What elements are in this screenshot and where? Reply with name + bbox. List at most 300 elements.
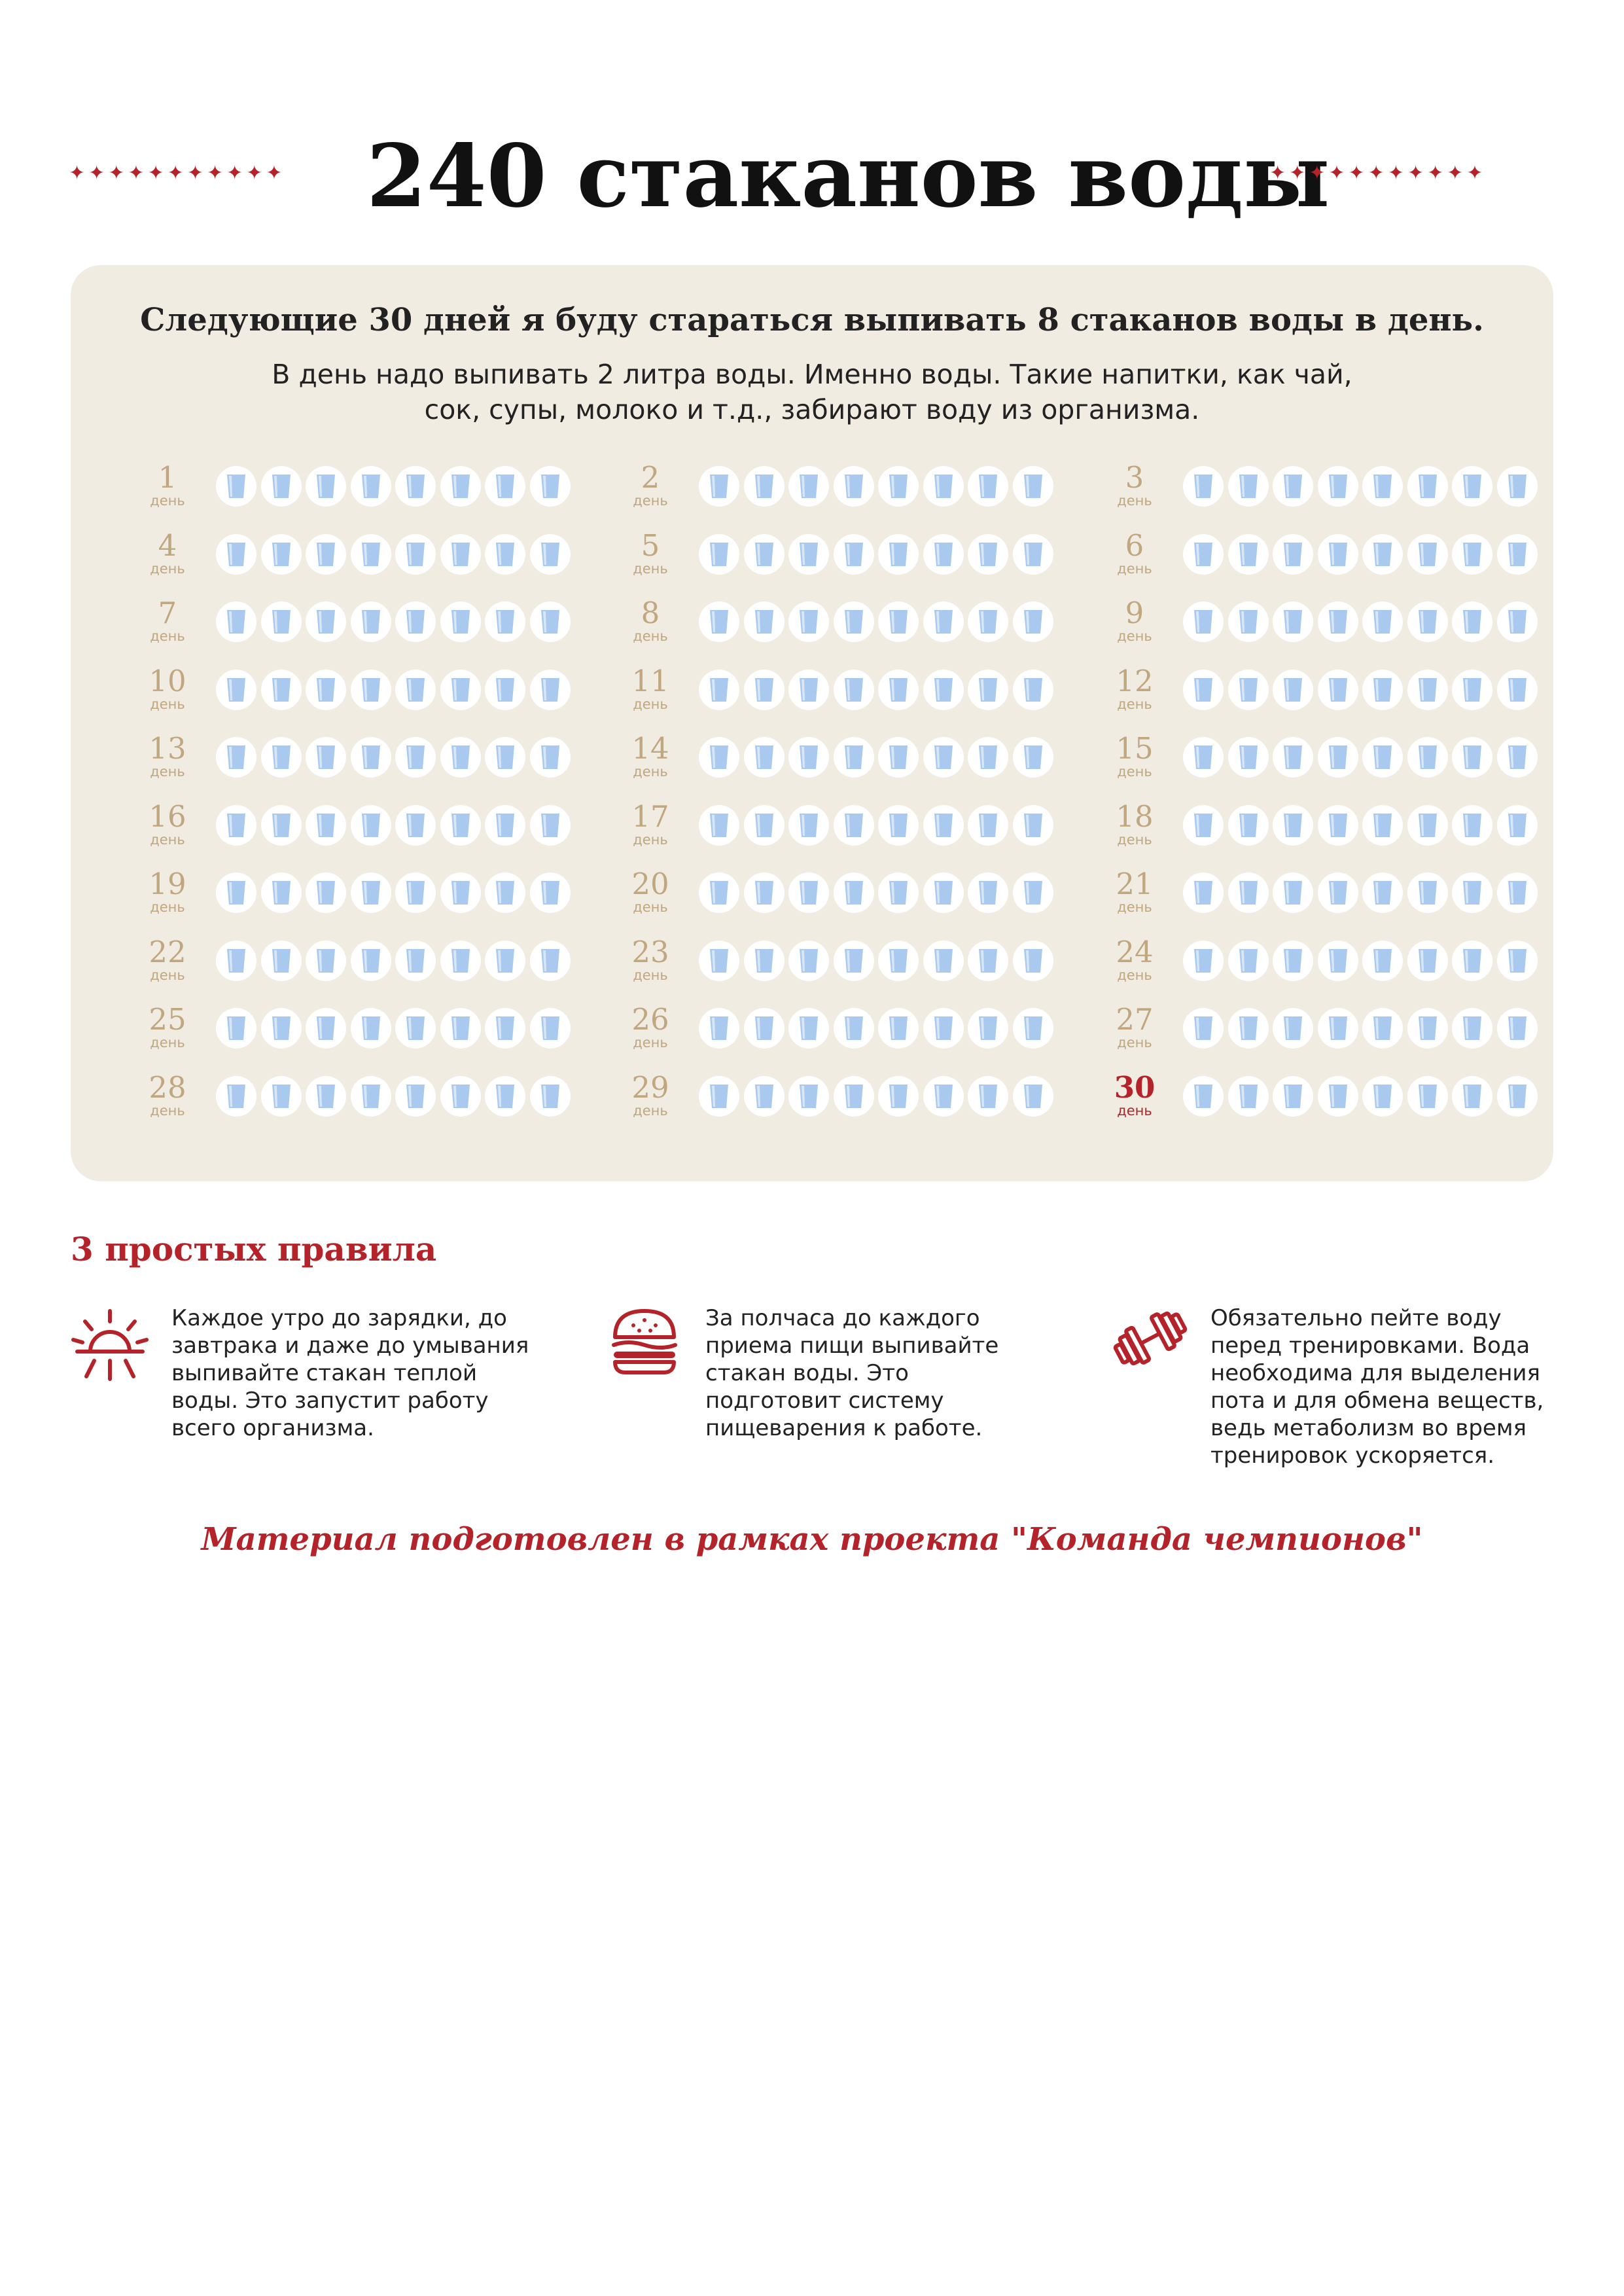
glass-checkbox[interactable]	[1407, 1008, 1448, 1049]
glass-checkbox[interactable]	[306, 805, 346, 846]
glass-checkbox[interactable]	[923, 805, 964, 846]
glass-checkbox[interactable]	[1318, 601, 1358, 642]
glass-checkbox[interactable]	[1318, 670, 1358, 710]
day-word: день	[1117, 696, 1152, 712]
day-label	[1091, 458, 1178, 511]
day-row	[124, 1068, 609, 1121]
glass-checkbox[interactable]	[699, 737, 739, 778]
glass-checkbox[interactable]	[1407, 941, 1448, 981]
glass-checkbox[interactable]	[788, 466, 829, 507]
glass-checkbox[interactable]	[351, 805, 391, 846]
footer-credit: Материал подготовлен в рамках проекта "Команда чемпионов"	[201, 1521, 1423, 1558]
day-word: день	[150, 560, 185, 577]
glass-checkbox[interactable]	[834, 601, 874, 642]
glass-checkbox[interactable]	[923, 534, 964, 575]
glass-checkbox[interactable]	[834, 670, 874, 710]
glass-checkbox[interactable]	[530, 941, 571, 981]
glass-checkbox[interactable]	[923, 1076, 964, 1117]
glass-checkbox[interactable]	[530, 466, 571, 507]
glass-checkbox[interactable]	[834, 1008, 874, 1049]
glass-checkbox[interactable]	[530, 737, 571, 778]
glass-checkbox[interactable]	[1318, 534, 1358, 575]
day-row	[607, 662, 1091, 714]
glass-checkbox[interactable]	[485, 737, 525, 778]
glass-checkbox[interactable]	[261, 805, 302, 846]
glass-checkbox[interactable]	[744, 872, 785, 913]
glass-checkbox[interactable]	[395, 1076, 436, 1117]
glass-checkbox[interactable]	[216, 601, 256, 642]
day-word: день	[1117, 899, 1152, 915]
glass-checkbox[interactable]	[440, 1076, 481, 1117]
glass-checkbox[interactable]	[440, 805, 481, 846]
glass-checkbox[interactable]	[699, 941, 739, 981]
glass-checkbox[interactable]	[923, 1008, 964, 1049]
glass-checkbox[interactable]	[968, 601, 1008, 642]
glass-checkbox[interactable]	[1362, 670, 1403, 710]
glass-checkbox[interactable]	[530, 872, 571, 913]
glass-checkbox[interactable]	[261, 737, 302, 778]
glass-checkbox[interactable]	[1183, 872, 1224, 913]
decor-stars-right: ✦✦✦✦✦✦✦✦✦✦✦	[1269, 162, 1487, 185]
glass-checkbox[interactable]	[788, 670, 829, 710]
glass-checkbox[interactable]	[530, 1008, 571, 1049]
glass-checkbox[interactable]	[1362, 941, 1403, 981]
day-word: день	[1117, 1102, 1152, 1119]
day-label	[607, 729, 694, 781]
glass-checkbox[interactable]	[923, 872, 964, 913]
glass-checkbox[interactable]	[968, 466, 1008, 507]
glass-checkbox[interactable]	[306, 872, 346, 913]
glass-checkbox[interactable]	[1013, 466, 1053, 507]
glass-checkbox[interactable]	[261, 670, 302, 710]
glass-checkbox[interactable]	[788, 805, 829, 846]
glass-checkbox[interactable]	[1452, 737, 1492, 778]
glass-checkbox[interactable]	[1013, 534, 1053, 575]
glass-checkbox[interactable]	[1362, 805, 1403, 846]
glass-checkbox[interactable]	[1013, 1008, 1053, 1049]
glass-checkbox[interactable]	[485, 466, 525, 507]
glass-checkbox[interactable]	[1318, 1076, 1358, 1117]
day-number: 21	[1116, 867, 1154, 901]
glass-checkbox[interactable]	[1273, 1076, 1313, 1117]
intro-text: В день надо выпивать 2 литра воды. Именно воды. Такие напитки, как чай, сок, супы, молоко и т.д., забирают воду из организма.	[272, 359, 1352, 425]
glass-checkbox[interactable]	[1183, 466, 1224, 507]
glass-checkbox[interactable]	[440, 466, 481, 507]
glass-checkbox[interactable]	[968, 1008, 1008, 1049]
day-number: 27	[1116, 1002, 1154, 1037]
glass-checkbox[interactable]	[744, 534, 785, 575]
day-number: 12	[1116, 663, 1154, 698]
glass-checkbox[interactable]	[699, 466, 739, 507]
day-word: день	[150, 1102, 185, 1119]
glass-checkbox[interactable]	[1273, 601, 1313, 642]
glass-checkbox[interactable]	[216, 805, 256, 846]
glass-checkbox[interactable]	[1013, 601, 1053, 642]
glass-checkbox[interactable]	[1407, 534, 1448, 575]
glass-checkbox[interactable]	[485, 670, 525, 710]
day-number: 28	[149, 1069, 186, 1105]
glass-checkbox[interactable]	[1497, 872, 1538, 913]
glass-checkbox[interactable]	[395, 737, 436, 778]
glass-checkbox[interactable]	[878, 670, 919, 710]
glass-checkbox[interactable]	[306, 534, 346, 575]
glass-checkbox[interactable]	[1228, 534, 1269, 575]
glass-checkbox[interactable]	[440, 670, 481, 710]
glass-checkbox[interactable]	[1452, 805, 1492, 846]
glass-checkbox[interactable]	[1228, 737, 1269, 778]
day-number: 1	[158, 460, 177, 495]
glass-checkbox[interactable]	[530, 805, 571, 846]
glass-checkbox[interactable]	[1497, 670, 1538, 710]
glass-checkbox[interactable]	[216, 872, 256, 913]
glass-checkbox[interactable]	[485, 872, 525, 913]
glass-checkbox[interactable]	[699, 872, 739, 913]
glass-checkbox[interactable]	[1362, 601, 1403, 642]
glass-checkbox[interactable]	[788, 1008, 829, 1049]
glass-checkbox[interactable]	[216, 466, 256, 507]
glass-checkbox[interactable]	[216, 1076, 256, 1117]
day-number: 25	[149, 1002, 186, 1037]
day-row	[607, 1000, 1091, 1052]
glass-checkbox[interactable]	[834, 1076, 874, 1117]
glass-checkbox[interactable]	[1452, 670, 1492, 710]
day-number: 16	[149, 798, 186, 834]
glass-checkbox[interactable]	[968, 670, 1008, 710]
glass-checkbox[interactable]	[699, 670, 739, 710]
glass-checkbox[interactable]	[699, 805, 739, 846]
day-label	[124, 729, 211, 781]
glass-checkbox[interactable]	[1407, 601, 1448, 642]
glass-checkbox[interactable]	[834, 466, 874, 507]
glass-checkbox[interactable]	[485, 534, 525, 575]
glass-checkbox[interactable]	[1452, 872, 1492, 913]
glass-checkbox[interactable]	[1013, 941, 1053, 981]
glass-checkbox[interactable]	[1452, 534, 1492, 575]
glass-checkbox[interactable]	[1228, 670, 1269, 710]
glass-checkbox[interactable]	[968, 534, 1008, 575]
day-label	[124, 1068, 211, 1121]
glass-checkbox[interactable]	[395, 601, 436, 642]
glass-checkbox[interactable]	[1497, 601, 1538, 642]
glass-checkbox[interactable]	[351, 670, 391, 710]
glass-checkbox[interactable]	[1228, 805, 1269, 846]
day-row	[1091, 933, 1576, 985]
glass-checkbox[interactable]	[1497, 1008, 1538, 1049]
glass-checkbox[interactable]	[744, 1076, 785, 1117]
glass-checkbox[interactable]	[1228, 601, 1269, 642]
glass-checkbox[interactable]	[261, 941, 302, 981]
glass-checkbox[interactable]	[878, 805, 919, 846]
glass-checkbox[interactable]	[440, 1008, 481, 1049]
glass-checkbox[interactable]	[351, 1076, 391, 1117]
glass-checkbox[interactable]	[744, 601, 785, 642]
glass-checkbox[interactable]	[440, 941, 481, 981]
glass-checkbox[interactable]	[1362, 534, 1403, 575]
glass-checkbox[interactable]	[485, 1076, 525, 1117]
glass-checkbox[interactable]	[216, 670, 256, 710]
glass-checkbox[interactable]	[878, 601, 919, 642]
glass-checkbox[interactable]	[306, 1008, 346, 1049]
glass-checkbox[interactable]	[1407, 805, 1448, 846]
glass-checkbox[interactable]	[306, 466, 346, 507]
glass-checkbox[interactable]	[1273, 872, 1313, 913]
glass-checkbox[interactable]	[530, 601, 571, 642]
glass-checkbox[interactable]	[1318, 1008, 1358, 1049]
glass-checkbox[interactable]	[351, 1008, 391, 1049]
day-word: день	[1117, 831, 1152, 848]
glass-checkbox[interactable]	[395, 805, 436, 846]
day-word: день	[633, 493, 668, 509]
glass-checkbox[interactable]	[744, 805, 785, 846]
glass-checkbox[interactable]	[1183, 534, 1224, 575]
glass-checkbox[interactable]	[923, 737, 964, 778]
day-number: 18	[1116, 798, 1154, 834]
glass-checkbox[interactable]	[1362, 872, 1403, 913]
glass-checkbox[interactable]	[788, 737, 829, 778]
glass-checkbox[interactable]	[1497, 805, 1538, 846]
day-row	[124, 865, 609, 917]
day-row	[607, 865, 1091, 917]
glass-checkbox[interactable]	[1273, 805, 1313, 846]
glass-checkbox[interactable]	[878, 872, 919, 913]
glass-checkbox[interactable]	[1362, 466, 1403, 507]
glass-checkbox[interactable]	[834, 805, 874, 846]
glass-checkbox[interactable]	[1013, 737, 1053, 778]
day-row	[607, 729, 1091, 781]
glass-checkbox[interactable]	[923, 466, 964, 507]
glass-checkbox[interactable]	[306, 737, 346, 778]
glass-checkbox[interactable]	[1497, 466, 1538, 507]
glass-checkbox[interactable]	[1273, 466, 1313, 507]
glass-checkbox[interactable]	[261, 466, 302, 507]
glass-checkbox[interactable]	[1228, 466, 1269, 507]
glass-checkbox[interactable]	[1452, 941, 1492, 981]
glass-checkbox[interactable]	[1013, 670, 1053, 710]
glass-checkbox[interactable]	[744, 466, 785, 507]
glass-checkbox[interactable]	[395, 872, 436, 913]
glass-checkbox[interactable]	[1497, 1076, 1538, 1117]
glass-checkbox[interactable]	[440, 534, 481, 575]
glass-checkbox[interactable]	[878, 941, 919, 981]
glass-checkbox[interactable]	[1452, 466, 1492, 507]
glass-checkbox[interactable]	[1013, 872, 1053, 913]
glass-checkbox[interactable]	[699, 601, 739, 642]
glass-checkbox[interactable]	[834, 941, 874, 981]
glass-checkbox[interactable]	[788, 534, 829, 575]
day-label	[607, 458, 694, 511]
glass-checkbox[interactable]	[699, 534, 739, 575]
glass-checkbox[interactable]	[1273, 941, 1313, 981]
glass-checkbox[interactable]	[485, 1008, 525, 1049]
glass-checkbox[interactable]	[1362, 1076, 1403, 1117]
day-word: день	[1117, 560, 1152, 577]
glass-checkbox[interactable]	[351, 534, 391, 575]
glass-checkbox[interactable]	[1497, 737, 1538, 778]
glass-checkbox[interactable]	[485, 941, 525, 981]
day-word: день	[633, 831, 668, 848]
glass-checkbox[interactable]	[261, 1008, 302, 1049]
day-row	[1091, 1000, 1576, 1052]
day-number: 20	[631, 867, 669, 901]
glass-checkbox[interactable]	[216, 941, 256, 981]
glass-checkbox[interactable]	[878, 466, 919, 507]
glass-checkbox[interactable]	[306, 601, 346, 642]
rules-title: 3 простых правила	[71, 1230, 437, 1268]
glass-checkbox[interactable]	[834, 872, 874, 913]
glass-checkbox[interactable]	[1452, 1008, 1492, 1049]
glass-checkbox[interactable]	[306, 670, 346, 710]
glass-checkbox[interactable]	[878, 1076, 919, 1117]
glass-checkbox[interactable]	[834, 534, 874, 575]
glass-checkbox[interactable]	[1318, 872, 1358, 913]
glass-checkbox[interactable]	[306, 941, 346, 981]
glass-checkbox[interactable]	[1013, 1076, 1053, 1117]
glass-checkbox[interactable]	[216, 534, 256, 575]
glass-checkbox[interactable]	[788, 941, 829, 981]
glass-checkbox[interactable]	[1273, 534, 1313, 575]
glass-checkbox[interactable]	[1318, 466, 1358, 507]
day-row	[607, 594, 1091, 646]
day-number: 15	[1116, 731, 1154, 766]
glass-checkbox[interactable]	[485, 805, 525, 846]
glass-checkbox[interactable]	[788, 1076, 829, 1117]
glass-checkbox[interactable]	[1228, 872, 1269, 913]
day-label	[124, 458, 211, 511]
glass-checkbox[interactable]	[440, 872, 481, 913]
day-row	[607, 526, 1091, 579]
glass-checkbox[interactable]	[968, 941, 1008, 981]
glass-checkbox[interactable]	[699, 1076, 739, 1117]
day-word: день	[633, 899, 668, 915]
glass-checkbox[interactable]	[261, 534, 302, 575]
day-label	[607, 797, 694, 850]
glass-checkbox[interactable]	[351, 941, 391, 981]
glass-checkbox[interactable]	[351, 601, 391, 642]
day-word: день	[633, 696, 668, 712]
glass-checkbox[interactable]	[1362, 737, 1403, 778]
glass-checkbox[interactable]	[968, 737, 1008, 778]
glass-checkbox[interactable]	[1183, 1008, 1224, 1049]
glass-checkbox[interactable]	[1228, 1008, 1269, 1049]
glass-checkbox[interactable]	[1452, 1076, 1492, 1117]
glass-checkbox[interactable]	[744, 941, 785, 981]
glass-checkbox[interactable]	[440, 601, 481, 642]
day-word: день	[150, 831, 185, 848]
glass-checkbox[interactable]	[395, 1008, 436, 1049]
glass-checkbox[interactable]	[923, 670, 964, 710]
glass-checkbox[interactable]	[968, 805, 1008, 846]
glass-checkbox[interactable]	[1183, 805, 1224, 846]
glass-checkbox[interactable]	[923, 601, 964, 642]
glass-checkbox[interactable]	[485, 601, 525, 642]
glass-checkbox[interactable]	[306, 1076, 346, 1117]
glass-checkbox[interactable]	[261, 601, 302, 642]
glass-checkbox[interactable]	[1318, 737, 1358, 778]
glass-checkbox[interactable]	[530, 670, 571, 710]
glass-checkbox[interactable]	[1407, 1076, 1448, 1117]
glass-checkbox[interactable]	[1273, 737, 1313, 778]
glass-checkbox[interactable]	[216, 737, 256, 778]
glass-checkbox[interactable]	[216, 1008, 256, 1049]
glass-checkbox[interactable]	[699, 1008, 739, 1049]
glass-checkbox[interactable]	[788, 601, 829, 642]
glass-checkbox[interactable]	[878, 1008, 919, 1049]
glass-checkbox[interactable]	[1497, 941, 1538, 981]
glass-checkbox[interactable]	[530, 1076, 571, 1117]
glass-checkbox[interactable]	[351, 872, 391, 913]
glass-checkbox[interactable]	[744, 670, 785, 710]
day-number: 29	[631, 1069, 669, 1105]
day-label	[124, 797, 211, 850]
glass-checkbox[interactable]	[1407, 670, 1448, 710]
glass-checkbox[interactable]	[1183, 1076, 1224, 1117]
day-number: 24	[1116, 934, 1154, 969]
glass-checkbox[interactable]	[395, 534, 436, 575]
day-word: день	[150, 967, 185, 983]
glass-checkbox[interactable]	[1013, 805, 1053, 846]
glass-checkbox[interactable]	[1318, 805, 1358, 846]
glass-checkbox[interactable]	[878, 737, 919, 778]
glass-checkbox[interactable]	[1183, 601, 1224, 642]
glass-checkbox[interactable]	[1228, 1076, 1269, 1117]
glass-checkbox[interactable]	[788, 872, 829, 913]
glass-checkbox[interactable]	[968, 872, 1008, 913]
glass-checkbox[interactable]	[1362, 1008, 1403, 1049]
day-row	[124, 933, 609, 985]
glass-checkbox[interactable]	[1183, 670, 1224, 710]
glass-checkbox[interactable]	[440, 737, 481, 778]
glass-checkbox[interactable]	[351, 737, 391, 778]
day-word: день	[633, 1035, 668, 1050]
day-number: 11	[631, 663, 669, 698]
glass-checkbox[interactable]	[1452, 601, 1492, 642]
glass-checkbox[interactable]	[878, 534, 919, 575]
glass-checkbox[interactable]	[395, 466, 436, 507]
glass-checkbox[interactable]	[530, 534, 571, 575]
glass-checkbox[interactable]	[744, 737, 785, 778]
glass-checkbox[interactable]	[261, 872, 302, 913]
glass-checkbox[interactable]	[1407, 466, 1448, 507]
glass-checkbox[interactable]	[395, 670, 436, 710]
glass-checkbox[interactable]	[834, 737, 874, 778]
day-word: день	[633, 764, 668, 780]
glass-checkbox[interactable]	[1273, 670, 1313, 710]
glass-checkbox[interactable]	[1183, 941, 1224, 981]
day-word: день	[1117, 493, 1152, 509]
glass-checkbox[interactable]	[351, 466, 391, 507]
day-row	[607, 1068, 1091, 1121]
page-title: 240 стаканов воды	[366, 126, 1330, 227]
glass-checkbox[interactable]	[968, 1076, 1008, 1117]
decor-stars-left: ✦✦✦✦✦✦✦✦✦✦✦	[69, 162, 286, 185]
glass-checkbox[interactable]	[1183, 737, 1224, 778]
day-row	[1091, 797, 1576, 850]
day-row	[124, 594, 609, 646]
glass-checkbox[interactable]	[261, 1076, 302, 1117]
day-number: 4	[158, 528, 177, 563]
glass-checkbox[interactable]	[1407, 737, 1448, 778]
glass-checkbox[interactable]	[1228, 941, 1269, 981]
day-number: 5	[641, 528, 660, 563]
glass-checkbox[interactable]	[923, 941, 964, 981]
glass-checkbox[interactable]	[1318, 941, 1358, 981]
glass-checkbox[interactable]	[1273, 1008, 1313, 1049]
glass-checkbox[interactable]	[1407, 872, 1448, 913]
day-label	[1091, 1000, 1178, 1052]
glass-checkbox[interactable]	[395, 941, 436, 981]
glass-checkbox[interactable]	[744, 1008, 785, 1049]
glass-checkbox[interactable]	[1497, 534, 1538, 575]
